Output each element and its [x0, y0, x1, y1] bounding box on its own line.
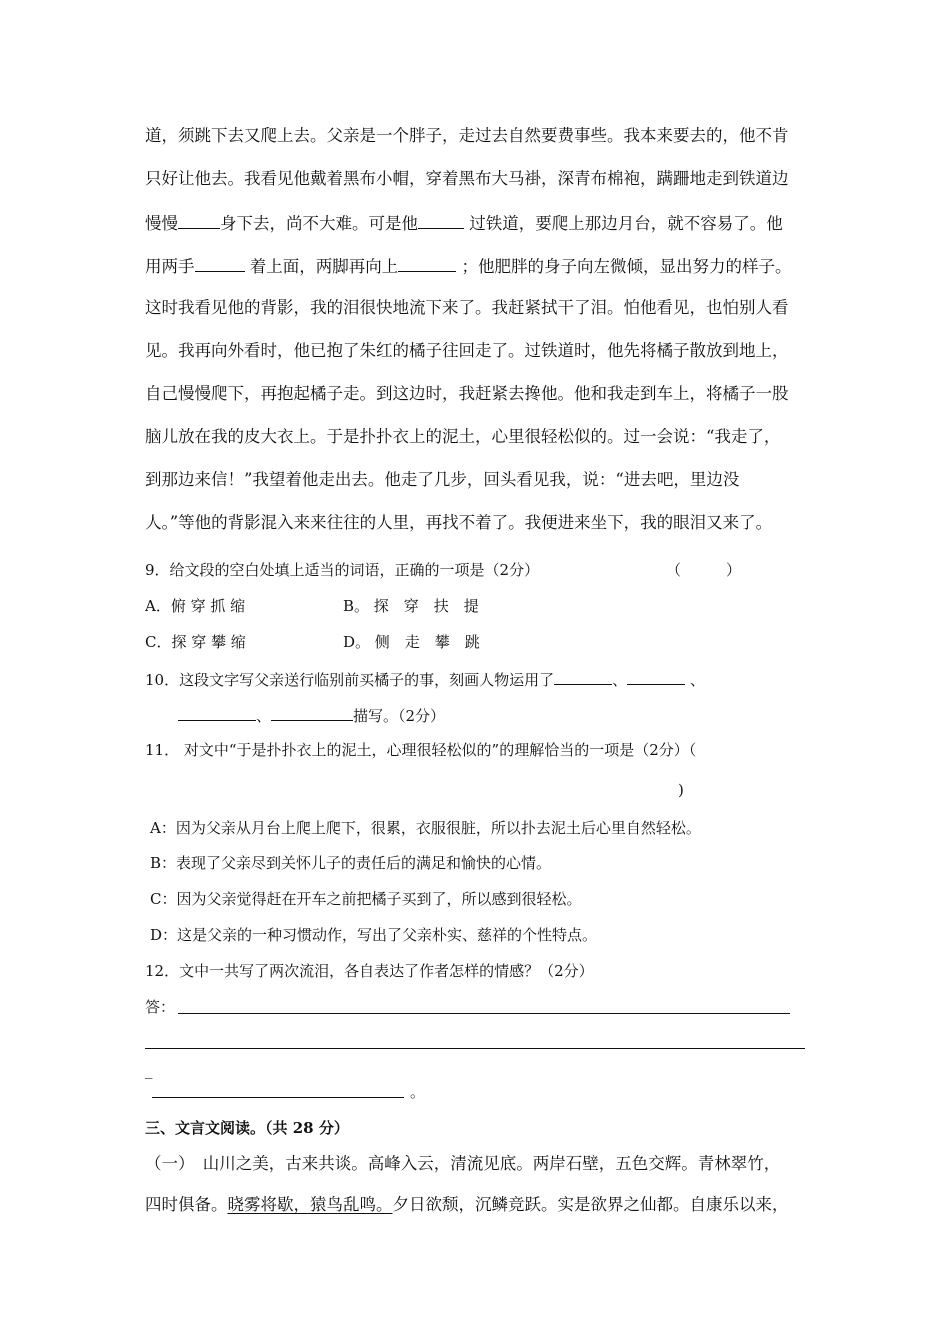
passage-line-5: 这时我看见他的背影，我的泪很快地流下来了。我赶紧拭干了泪。怕他看见，也怕别人看: [145, 298, 789, 317]
question-10-stem: 10．这段文字写父亲送行临别前买橘子的事，刻画人物运用了: [145, 671, 555, 689]
answer-line[interactable]: [152, 1097, 404, 1098]
passage-text: 用两手: [145, 257, 195, 276]
question-10: [145, 668, 705, 690]
classical-text: 夕日欲颓，沉鳞竞跃。实是欲界之仙都。自康乐以来，: [392, 1195, 789, 1214]
period-mark: 。: [410, 1083, 426, 1101]
option-c: C：因为父亲觉得赶在开车之前把橘子买到了，所以感到很轻松。: [150, 890, 582, 908]
passage-line-2: 只好让他去。我看见他戴着黑布小帽，穿着黑布大马褂，深青布棉袍，蹒跚地走到铁道边: [145, 169, 789, 188]
passage-text: 着上面，两脚再向上: [244, 257, 399, 276]
passage-line-4: [145, 255, 792, 277]
classical-text: 四时俱备。: [145, 1195, 228, 1214]
option-d: D：这是父亲的一种习惯动作，写出了父亲朴实、慈祥的个性特点。: [150, 926, 598, 944]
passage-line-3: [145, 212, 783, 234]
passage-line-9: 到那边来信！”我望着他走出去。他走了几步，回头看见我，说：“进去吧，里边没: [145, 470, 740, 489]
answer-line[interactable]: [178, 1013, 790, 1014]
fill-blank[interactable]: [195, 255, 245, 272]
separator: 、: [612, 671, 628, 689]
passage-line-7: 自己慢慢爬下，再抱起橘子走。到这边时，我赶紧去搀他。他和我走到车上，将橘子一股: [145, 384, 789, 403]
classical-line-2: [145, 1195, 789, 1215]
separator: 、: [256, 707, 272, 725]
passage-line-10: 人。”等他的背影混入来来往往的人里，再找不着了。我便进来坐下，我的眼泪又来了。: [145, 513, 773, 532]
question-10-cont: [178, 704, 445, 726]
question-9-stem: 9．给文段的空白处填上适当的词语，正确的一项是（2分）: [145, 561, 540, 579]
separator: 、: [685, 671, 705, 689]
answer-paren[interactable]: （ ）: [666, 561, 742, 579]
answer-paren-close[interactable]: ): [678, 781, 684, 799]
passage-text: ；他肥胖的身子向左微倾，显出努力的样子。: [456, 257, 792, 276]
option-a: A：因为父亲从月台上爬上爬下，很累，衣服很脏，所以扑去泥土后心里自然轻松。: [150, 819, 701, 837]
passage-text: 慢慢: [145, 214, 178, 233]
passage-line-6: 见。我再向外看时，他已抱了朱红的橘子往回走了。过铁道时，他先将橘子散放到地上，: [145, 341, 789, 360]
fill-blank[interactable]: [178, 212, 220, 229]
question-9: [145, 560, 539, 580]
option-d: D。 侧 走 攀 跳: [343, 633, 480, 651]
question-12-stem: 12．文中一共写了两次流泪，各自表达了作者怎样的情感？（2分）: [145, 962, 594, 980]
passage-line-8: 脑儿放在我的皮大衣上。于是扑扑衣上的泥土，心里很轻松似的。过一会说：“我走了，: [145, 427, 781, 446]
passage-text: 身下去，尚不大难。可是他: [220, 214, 418, 233]
answer-label: 答：: [145, 998, 176, 1016]
fill-blank[interactable]: [398, 255, 456, 272]
fill-blank[interactable]: [554, 668, 612, 685]
passage-text: 过铁道，要爬上那边月台，就不容易了。他: [464, 214, 783, 233]
option-b: B。 探 穿 扶 提: [343, 597, 479, 615]
option-c: C．探 穿 攀 缩: [145, 633, 246, 651]
fill-blank[interactable]: [178, 704, 256, 721]
classical-line-1: （一） 山川之美，古来共谈。高峰入云，清流见底。两岸石壁，五色交辉。青林翠竹，: [145, 1154, 781, 1173]
fill-blank[interactable]: [271, 704, 353, 721]
fill-blank[interactable]: [627, 668, 685, 685]
section-heading: 三、文言文阅读。（共 28 分）: [145, 1119, 349, 1137]
option-b: B：表现了父亲尽到关怀儿子的责任后的满足和愉快的心情。: [150, 854, 552, 872]
question-11-stem: 11． 对文中“于是扑扑衣上的泥土，心理很轻松似的”的理解恰当的一项是（2分）（: [145, 741, 697, 759]
underlined-text: 晓雾将歇，猿鸟乱鸣。: [227, 1195, 393, 1214]
option-a: A．俯 穿 抓 缩: [145, 597, 246, 615]
dash-mark: _: [145, 1061, 153, 1079]
passage-line-1: 道，须跳下去又爬上去。父亲是一个胖子，走过去自然要费事些。我本来要去的，他不肯: [145, 126, 789, 145]
question-10-tail: 描写。（2分）: [353, 707, 446, 725]
answer-line[interactable]: [145, 1048, 805, 1049]
fill-blank[interactable]: [418, 212, 464, 229]
